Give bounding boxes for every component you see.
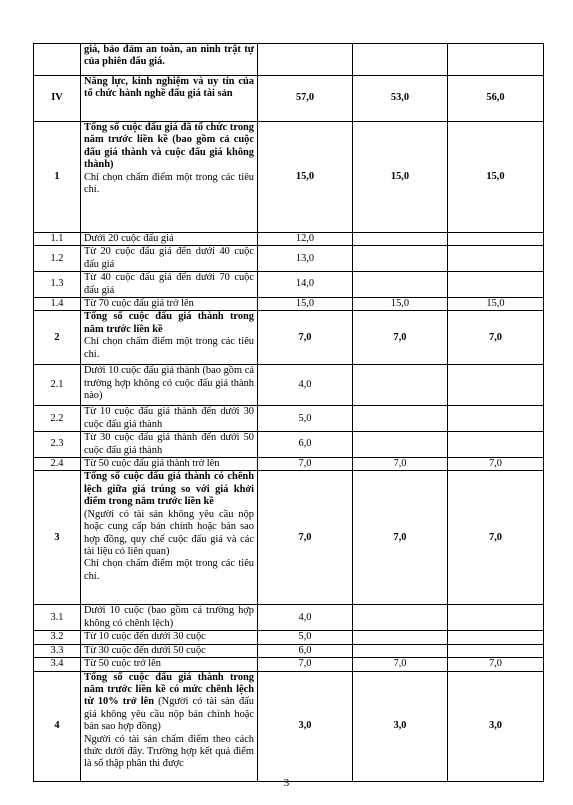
scoring-table — [33, 43, 544, 782]
score-cell-1: 7,0 — [258, 658, 353, 671]
row-number-cell: 2 — [34, 311, 81, 365]
score-cell-2: 7,0 — [353, 658, 448, 671]
criteria-cell — [81, 272, 258, 298]
score-cell-2 — [353, 432, 448, 458]
score-cell-3 — [448, 246, 544, 272]
table-row — [34, 272, 544, 298]
page-number: 3 — [283, 777, 290, 789]
criteria-cell — [81, 246, 258, 272]
criteria-text: Từ 30 cuộc đến dưới 50 cuộc — [84, 644, 206, 656]
criteria-text: Năng lực, kinh nghiệm và uy tín của tổ chức hành nghề đấu giá tài sản — [84, 76, 254, 100]
row-number-cell: 1.1 — [34, 233, 81, 246]
table-row — [34, 671, 544, 781]
score-cell-2: 15,0 — [353, 298, 448, 311]
score-cell-1: 3,0 — [258, 671, 353, 781]
score-cell-1: 13,0 — [258, 246, 353, 272]
score-cell-3: 7,0 — [448, 471, 544, 605]
table-row — [34, 44, 544, 76]
row-number-cell: 4 — [34, 671, 81, 781]
row-number-cell: 2.3 — [34, 432, 81, 458]
score-cell-2: 7,0 — [353, 471, 448, 605]
score-cell-3 — [448, 406, 544, 432]
row-number-cell: IV — [34, 76, 81, 122]
criteria-text: Từ 40 cuộc đấu giá đến dưới 70 cuộc đấu giá — [84, 272, 254, 296]
table-row — [34, 658, 544, 671]
score-cell-2: 15,0 — [353, 122, 448, 233]
score-cell-1: 4,0 — [258, 365, 353, 406]
score-cell-3 — [448, 432, 544, 458]
score-cell-1: 7,0 — [258, 458, 353, 471]
criteria-text: Dưới 10 cuộc đấu giá thành (bao gồm cả trường hợp không có cuộc đấu giá thành nào) — [84, 365, 254, 402]
criteria-text: Từ 30 cuộc đấu giá thành đến dưới 50 cuộc đấu giá thành — [84, 432, 254, 456]
criteria-cell — [81, 605, 258, 631]
score-cell-1: 7,0 — [258, 311, 353, 365]
criteria-text: Người có tài sản chấm điểm theo cách thức dưới đây. Trường hợp kết quả điểm là số thập phân thì được — [84, 733, 254, 770]
criteria-cell — [81, 471, 258, 605]
scoring-table-body — [34, 44, 544, 782]
criteria-cell — [81, 406, 258, 432]
score-cell-3: 7,0 — [448, 458, 544, 471]
score-cell-2 — [353, 644, 448, 657]
table-row — [34, 365, 544, 406]
table-row — [34, 122, 544, 233]
score-cell-3: 15,0 — [448, 122, 544, 233]
criteria-text: Chỉ chọn chấm điểm một trong các tiêu chí. — [84, 336, 254, 360]
score-cell-2: 7,0 — [353, 458, 448, 471]
criteria-text: Chỉ chọn chấm điểm một trong các tiêu chí. — [84, 558, 254, 582]
table-row — [34, 471, 544, 605]
criteria-text: Dưới 20 cuộc đấu giá — [84, 233, 174, 244]
row-number-cell: 2.2 — [34, 406, 81, 432]
criteria-text: Từ 50 cuộc đấu giá thành trở lên — [84, 458, 220, 470]
table-row — [34, 233, 544, 246]
criteria-text: Chỉ chọn chấm điểm một trong các tiêu chí. — [84, 171, 254, 196]
criteria-cell — [81, 365, 258, 406]
criteria-cell — [81, 233, 258, 246]
score-cell-2: 3,0 — [353, 671, 448, 781]
criteria-cell — [81, 458, 258, 471]
score-cell-1: 12,0 — [258, 233, 353, 246]
row-number-cell: 3 — [34, 471, 81, 605]
criteria-text: Tổng số cuộc đấu giá đã tổ chức trong năm trước liền kề (bao gồm cả cuộc đấu giá thành và cuộc đấu giá không thành) — [84, 122, 254, 171]
score-cell-3 — [448, 605, 544, 631]
table-row — [34, 432, 544, 458]
score-cell-2 — [353, 406, 448, 432]
criteria-text: Tổng số cuộc đấu giá thành có chênh lệch giữa giá trúng so với giá khởi điểm trong năm trước liền kề — [84, 471, 254, 508]
criteria-text: Dưới 10 cuộc (bao gồm cả trường hợp không có chênh lệch) — [84, 605, 254, 629]
score-cell-2: 53,0 — [353, 76, 448, 122]
row-number-cell: 3.1 — [34, 605, 81, 631]
score-cell-2 — [353, 631, 448, 644]
table-row — [34, 246, 544, 272]
criteria-cell — [81, 671, 258, 781]
table-row — [34, 605, 544, 631]
table-row — [34, 631, 544, 644]
row-number-cell — [34, 44, 81, 76]
criteria-text: Từ 20 cuộc đấu giá đến dưới 40 cuộc đấu giá — [84, 246, 254, 270]
score-cell-3: 3,0 — [448, 671, 544, 781]
score-cell-1: 15,0 — [258, 122, 353, 233]
score-cell-3 — [448, 233, 544, 246]
row-number-cell: 1.4 — [34, 298, 81, 311]
criteria-text: giá, bảo đảm an toàn, an ninh trật tự của phiên đấu giá. — [84, 44, 254, 68]
row-number-cell: 3.4 — [34, 658, 81, 671]
criteria-cell — [81, 122, 258, 233]
criteria-text: Tổng số cuộc đấu giá thành trong năm trước liền kề có mức chênh lệch từ 10% trở lên — [84, 671, 254, 708]
score-cell-3 — [448, 365, 544, 406]
table-row — [34, 298, 544, 311]
score-cell-2 — [353, 365, 448, 406]
score-cell-2 — [353, 272, 448, 298]
criteria-text: Từ 10 cuộc đến dưới 30 cuộc — [84, 631, 206, 643]
score-cell-1: 57,0 — [258, 76, 353, 122]
criteria-cell — [81, 432, 258, 458]
criteria-cell — [81, 44, 258, 76]
row-number-cell: 1.3 — [34, 272, 81, 298]
criteria-cell — [81, 644, 258, 657]
table-row — [34, 406, 544, 432]
criteria-cell — [81, 298, 258, 311]
score-cell-2: 7,0 — [353, 311, 448, 365]
score-cell-1: 5,0 — [258, 631, 353, 644]
criteria-text: (Người có tài sản không yêu cầu nộp hoặc cung cấp bản chính hoặc bản sao hợp đồng, quy chế cuộc đấu giá và các tài liệu có liên quan) — [84, 508, 254, 557]
score-cell-1 — [258, 44, 353, 76]
criteria-text: Từ 50 cuộc trở lên — [84, 658, 161, 670]
criteria-text: Từ 70 cuộc đấu giá trở lên — [84, 298, 194, 310]
score-cell-3 — [448, 644, 544, 657]
table-row — [34, 76, 544, 122]
row-number-cell: 3.3 — [34, 644, 81, 657]
score-cell-2 — [353, 44, 448, 76]
score-cell-3 — [448, 44, 544, 76]
score-cell-1: 6,0 — [258, 432, 353, 458]
criteria-text: (Người có tài sản đấu giá không yêu cầu nộp bản chính hoặc bản sao hợp đồng) — [84, 696, 254, 733]
score-cell-2 — [353, 246, 448, 272]
score-cell-1: 6,0 — [258, 644, 353, 657]
score-cell-3 — [448, 272, 544, 298]
criteria-cell — [81, 631, 258, 644]
table-row — [34, 458, 544, 471]
score-cell-2 — [353, 605, 448, 631]
score-cell-3 — [448, 631, 544, 644]
score-cell-3: 7,0 — [448, 658, 544, 671]
score-cell-1: 7,0 — [258, 471, 353, 605]
criteria-cell — [81, 658, 258, 671]
row-number-cell: 1.2 — [34, 246, 81, 272]
row-number-cell: 2.4 — [34, 458, 81, 471]
criteria-cell — [81, 311, 258, 365]
criteria-text: Tổng số cuộc đấu giá thành trong năm trước liền kề — [84, 311, 254, 335]
score-cell-1: 14,0 — [258, 272, 353, 298]
score-cell-3: 7,0 — [448, 311, 544, 365]
score-cell-1: 5,0 — [258, 406, 353, 432]
score-cell-2 — [353, 233, 448, 246]
score-cell-3: 56,0 — [448, 76, 544, 122]
row-number-cell: 1 — [34, 122, 81, 233]
row-number-cell: 2.1 — [34, 365, 81, 406]
criteria-cell — [81, 76, 258, 122]
table-row — [34, 311, 544, 365]
criteria-text: Từ 10 cuộc đấu giá thành đến dưới 30 cuộc đấu giá thành — [84, 406, 254, 430]
table-row — [34, 644, 544, 657]
score-cell-3: 15,0 — [448, 298, 544, 311]
score-cell-1: 4,0 — [258, 605, 353, 631]
row-number-cell: 3.2 — [34, 631, 81, 644]
score-cell-1: 15,0 — [258, 298, 353, 311]
